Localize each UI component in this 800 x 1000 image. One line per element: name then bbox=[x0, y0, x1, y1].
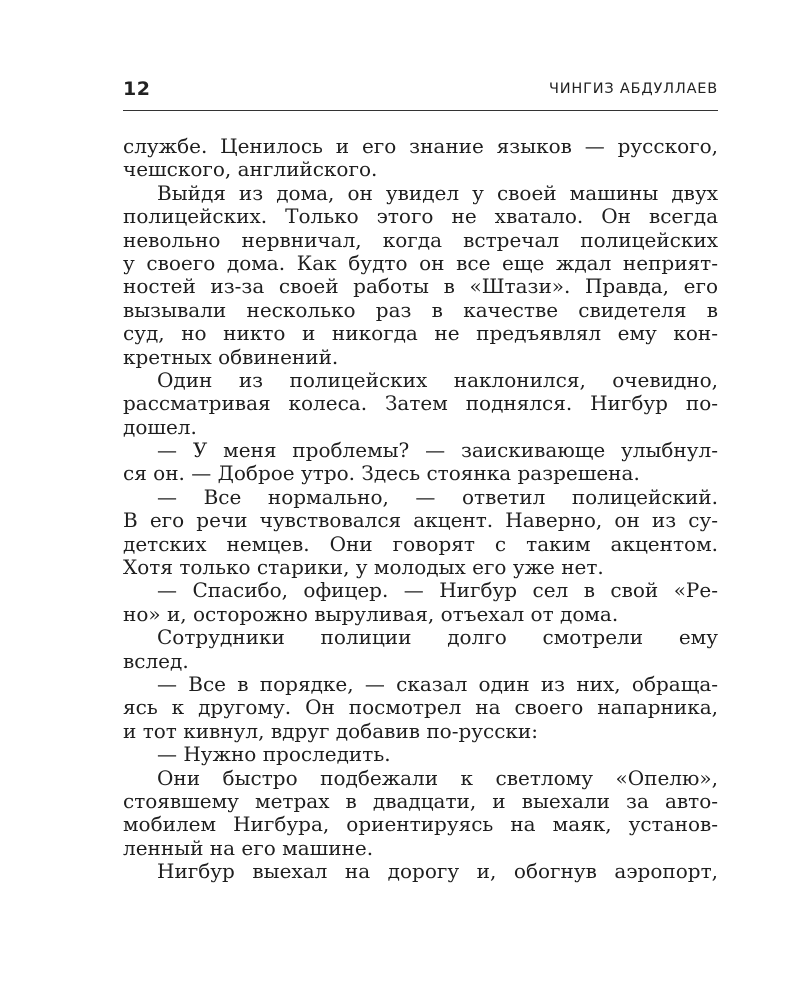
body-text bbox=[123, 135, 718, 884]
text-line: кретных обвинений. bbox=[123, 344, 339, 369]
text-line: Они быстро подбежали к светлому «Опелю», bbox=[157, 765, 718, 790]
text-line: В его речи чувствовался акцент. Наверно, он из су- bbox=[123, 508, 718, 533]
text-line: — Нужно проследить. bbox=[157, 742, 391, 767]
text-line: суд, но никто и никогда не предъявлял ему кон- bbox=[123, 321, 718, 346]
text-line: Один из полицейских наклонился, очевидно, bbox=[157, 367, 718, 392]
text-line: но» и, осторожно выруливая, отъехал от дома. bbox=[123, 601, 619, 626]
text-line: стоявшему метрах в двадцати, и выехали за авто- bbox=[123, 788, 718, 813]
text-line: рассматривая колеса. Затем поднялся. Нигбур по- bbox=[123, 391, 718, 416]
text-line: детских немцев. Они говорят с таким акцентом. bbox=[123, 531, 718, 556]
text-line: чешского, английского. bbox=[123, 157, 378, 182]
text-line: ясь к другому. Он посмотрел на своего напарника, bbox=[123, 695, 718, 720]
text-line: Хотя только старики, у молодых его уже нет. bbox=[123, 555, 604, 580]
text-line: Выйдя из дома, он увидел у своей машины двух bbox=[157, 180, 718, 205]
author-name: ЧИНГИЗ АБДУЛЛАЕВ bbox=[549, 81, 718, 97]
text-line: службе. Ценилось и его знание языков — русского, bbox=[123, 134, 718, 158]
text-line: — Все нормально, — ответил полицейский. bbox=[157, 484, 718, 509]
text-line: и тот кивнул, вдруг добавив по-русски: bbox=[123, 718, 538, 743]
text-line: ся он. — Доброе утро. Здесь стоянка разрешена. bbox=[123, 461, 640, 486]
text-line: дошел. bbox=[123, 414, 197, 439]
text-line: ностей из-за своей работы в «Штази». Правда, его bbox=[123, 274, 718, 299]
text-line: мобилем Нигбура, ориентируясь на маяк, установ- bbox=[123, 812, 718, 837]
header-rule bbox=[123, 110, 718, 111]
text-line: — Все в порядке, — сказал один из них, обраща- bbox=[157, 671, 718, 696]
text-line: Сотрудники полиции долго смотрели ему bbox=[157, 625, 718, 650]
text-line: ленный на его машине. bbox=[123, 835, 374, 860]
text-line: полицейских. Только этого не хватало. Он всегда bbox=[123, 204, 718, 229]
text-line: Нигбур выехал на дорогу и, обогнув аэропорт, bbox=[157, 859, 718, 884]
text-line: — Спасибо, офицер. — Нигбур сел в свой «Ре- bbox=[157, 578, 718, 603]
running-head bbox=[123, 78, 718, 104]
text-line: вызывали несколько раз в качестве свидетеля в bbox=[123, 297, 718, 322]
text-line: у своего дома. Как будто он все еще ждал неприят- bbox=[123, 250, 718, 275]
text-line: невольно нервничал, когда встречал полицейских bbox=[123, 227, 718, 252]
text-line: вслед. bbox=[123, 648, 189, 673]
page-number: 12 bbox=[123, 78, 151, 100]
text-line: — У меня проблемы? — заискивающе улыбнул- bbox=[157, 438, 718, 463]
